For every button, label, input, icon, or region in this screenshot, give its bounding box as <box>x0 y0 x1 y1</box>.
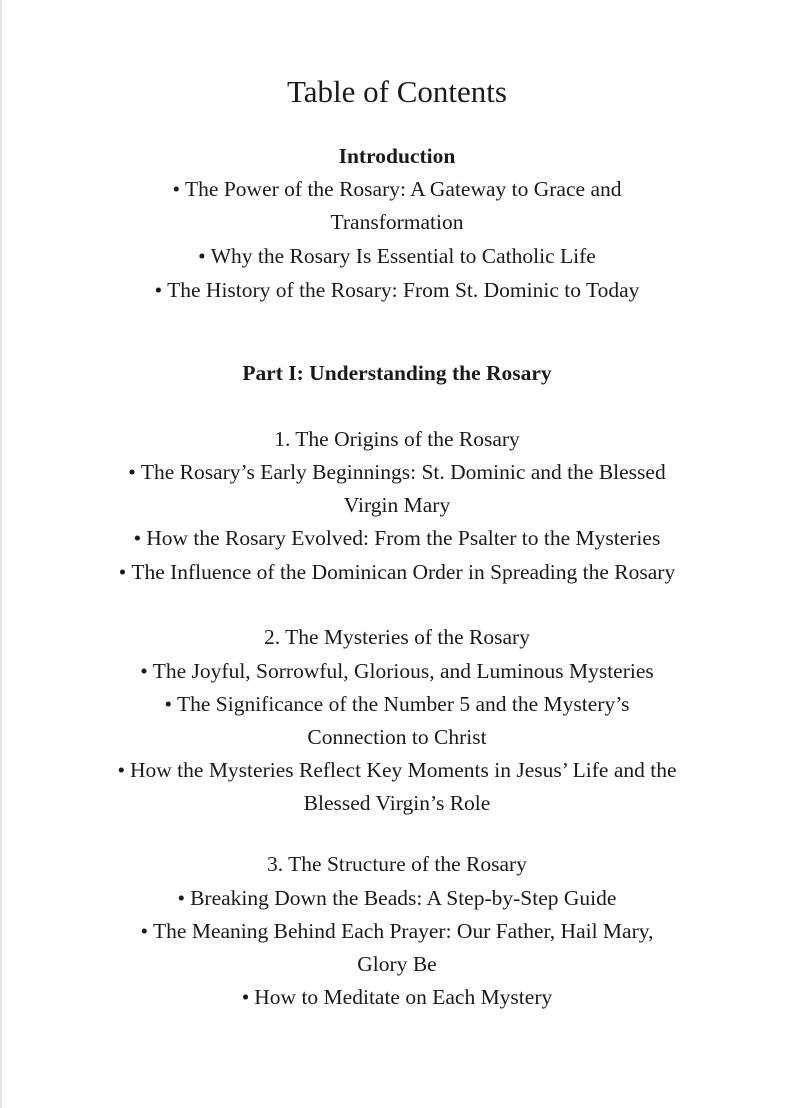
bullet-glyph: • <box>117 758 125 782</box>
toc-entry-continuation: Glory Be <box>357 952 437 976</box>
page-title: Table of Contents <box>287 74 507 109</box>
toc-entry <box>0 522 794 555</box>
toc-entry-text: How the Rosary Evolved: From the Psalter to the Mysteries <box>146 526 661 550</box>
toc-entry-text: The Influence of the Dominican Order in Spreading the Rosary <box>131 560 676 584</box>
bullet-glyph: • <box>128 460 136 484</box>
toc-entry <box>0 882 794 915</box>
toc-entry <box>0 240 794 273</box>
bullet-glyph: • <box>164 692 172 716</box>
bullet-glyph: • <box>118 560 127 584</box>
bullet-glyph: • <box>177 886 186 910</box>
bullet-glyph: • <box>154 278 163 302</box>
toc-entry-text: The Rosary’s Early Beginnings: St. Dominic and the Blessed <box>140 460 666 484</box>
chapter-title: 3. The Structure of the Rosary <box>267 852 527 876</box>
bullet-glyph: • <box>140 919 149 943</box>
toc-entry <box>0 981 794 1014</box>
toc-entry-text: The Meaning Behind Each Prayer: Our Father, Hail Mary, <box>153 919 654 943</box>
section-heading-part-1: Part I: Understanding the Rosary <box>242 361 552 385</box>
toc-entry-text: Why the Rosary Is Essential to Catholic Life <box>210 244 596 268</box>
toc-entry-continuation: Virgin Mary <box>343 493 451 517</box>
toc-entry-continuation: Transformation <box>330 210 464 234</box>
toc-entry <box>0 754 794 787</box>
toc-entry <box>0 456 794 489</box>
bullet-glyph: • <box>172 177 181 201</box>
toc-entry <box>0 915 794 948</box>
toc-entry-text: Breaking Down the Beads: A Step-by-Step Guide <box>190 886 617 910</box>
toc-entry-text: The Joyful, Sorrowful, Glorious, and Luminous Mysteries <box>152 659 654 683</box>
toc-entry-text: The Significance of the Number 5 and the Mystery’s <box>176 692 630 716</box>
bullet-glyph: • <box>198 244 206 268</box>
bullet-glyph: • <box>133 526 142 550</box>
bullet-glyph: • <box>241 985 250 1009</box>
toc-entry-continuation: Connection to Christ <box>307 725 487 749</box>
toc-entry <box>0 173 794 206</box>
toc-entry-text: How the Mysteries Reflect Key Moments in Jesus’ Life and the <box>130 758 677 782</box>
toc-entry-text: The Power of the Rosary: A Gateway to Grace and <box>185 177 622 201</box>
toc-entry-continuation: Blessed Virgin’s Role <box>303 791 491 815</box>
toc-entry-text: How to Meditate on Each Mystery <box>254 985 553 1009</box>
toc-entry <box>0 274 794 307</box>
toc-entry <box>0 556 794 589</box>
chapter-title: 1. The Origins of the Rosary <box>274 427 520 451</box>
toc-entry <box>0 655 794 688</box>
bullet-glyph: • <box>140 659 148 683</box>
chapter-title: 2. The Mysteries of the Rosary <box>264 625 530 649</box>
toc-entry <box>0 688 794 721</box>
section-heading-introduction: Introduction <box>338 144 456 168</box>
toc-entry-text: The History of the Rosary: From St. Dominic to Today <box>167 278 640 302</box>
